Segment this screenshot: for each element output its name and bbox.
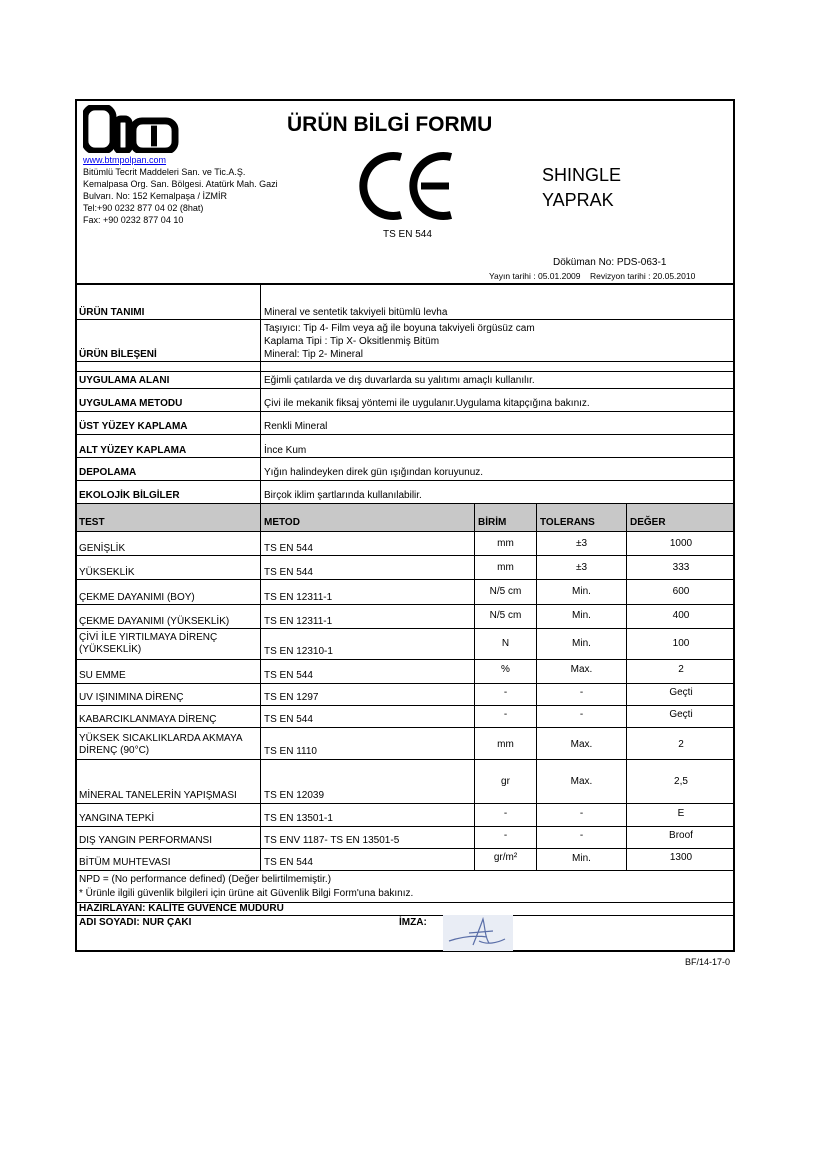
test-name: YANGINA TEPKİ	[79, 813, 155, 824]
info-label: ÜST YÜZEY KAPLAMA	[79, 421, 188, 432]
test-name: MİNERAL TANELERİN YAPIŞMASI	[79, 790, 237, 801]
ce-mark-icon	[355, 147, 455, 227]
test-name: BİTÜM MUHTEVASI	[79, 857, 171, 868]
company-line: Kemalpasa Org. San. Bölgesi. Atatürk Mah. Gazi	[83, 179, 278, 189]
col-divider	[260, 504, 261, 870]
test-tolerance: Min.	[572, 638, 591, 649]
test-unit: N/5 cm	[489, 610, 522, 621]
test-unit: mm	[497, 739, 514, 750]
column-header: TEST	[79, 517, 105, 528]
product-line: YAPRAK	[542, 190, 614, 210]
column-header: TOLERANS	[540, 517, 595, 528]
test-tolerance: Max.	[570, 776, 593, 787]
ce-mark	[355, 147, 455, 227]
test-tolerance: ±3	[575, 538, 588, 549]
document-number: Döküman No: PDS-063-1	[553, 257, 667, 268]
row-line	[77, 388, 733, 389]
test-value: 1000	[669, 538, 693, 549]
test-name: SU EMME	[79, 670, 126, 681]
test-name: GENİŞLİK	[79, 543, 126, 554]
test-value: Geçti	[669, 687, 693, 698]
document-frame	[75, 99, 735, 952]
test-value: E	[677, 808, 685, 819]
row-line	[77, 628, 733, 629]
info-label: ALT YÜZEY KAPLAMA	[79, 445, 187, 456]
test-name: UV IŞINIMINA DİRENÇ	[79, 692, 184, 703]
test-method: TS EN 12310-1	[264, 646, 333, 657]
test-unit: N/5 cm	[489, 586, 522, 597]
prepared-by: HAZIRLAYAN: KALİTE GÜVENCE MÜDÜRÜ	[79, 903, 284, 914]
row-line	[77, 411, 733, 412]
test-method: TS EN 544	[264, 567, 313, 578]
info-value-line: Taşıyıcı: Tip 4- Film veya ağ ile boyuna takviyeli örgüsüz cam	[264, 323, 535, 334]
test-tolerance: Max.	[570, 664, 593, 675]
test-method: TS EN 544	[264, 857, 313, 868]
test-name: ÇEKME DAYANIMI (BOY)	[79, 592, 195, 603]
company-line: Bitümlü Tecrit Maddeleri San. ve Tic.A.Ş.	[83, 167, 246, 177]
info-value: Renkli Mineral	[264, 421, 328, 432]
info-label: UYGULAMA METODU	[79, 398, 183, 409]
test-method: TS EN 13501-1	[264, 813, 333, 824]
test-unit: gr	[501, 776, 510, 787]
signature-label: İMZA:	[399, 917, 427, 928]
test-name: ÇEKME DAYANIMI (YÜKSEKLİK)	[79, 616, 230, 627]
standard-label: TS EN 544	[383, 229, 432, 240]
info-label: ÜRÜN BİLEŞENİ	[79, 349, 157, 360]
info-value: İnce Kum	[264, 445, 307, 456]
test-value: 2	[678, 664, 684, 675]
row-line	[77, 848, 733, 849]
test-unit: -	[503, 687, 508, 698]
test-method: TS EN 12311-1	[264, 592, 333, 603]
company-info	[83, 154, 333, 226]
row-line	[77, 659, 733, 660]
info-value: Yığın halindeyken direk gün ışığından koruyunuz.	[264, 467, 484, 478]
notes	[79, 873, 413, 901]
row-line	[77, 555, 733, 556]
info-label: UYGULAMA ALANI	[79, 375, 170, 386]
signature-icon	[443, 915, 513, 951]
test-unit: mm	[497, 538, 514, 549]
test-unit: -	[503, 808, 508, 819]
test-name	[79, 632, 217, 656]
test-value: Broof	[669, 830, 693, 841]
test-tolerance: -	[579, 709, 584, 720]
row-line	[77, 371, 733, 372]
test-value: Geçti	[669, 709, 693, 720]
company-line: Tel:+90 0232 877 04 02 (8hat)	[83, 203, 204, 213]
form-code: BF/14-17-0	[685, 957, 731, 967]
info-value	[264, 322, 535, 361]
test-method: TS EN 12039	[264, 790, 325, 801]
info-label: ÜRÜN TANIMI	[79, 307, 145, 318]
company-line: Fax: +90 0232 877 04 10	[83, 215, 184, 225]
test-unit: gr/m²	[493, 852, 518, 863]
test-unit: -	[503, 830, 508, 841]
note-line: * Ürünle ilgili güvenlik bilgileri için ürüne ait Güvenlik Bilgi Form'una bakınız.	[79, 888, 414, 899]
row-line	[77, 319, 733, 320]
product-line: SHINGLE	[542, 165, 622, 185]
row-line	[77, 759, 733, 760]
test-method: TS EN 1297	[264, 692, 319, 703]
note-line: NPD = (No performance defined) (Değer belirtilmemiştir.)	[79, 874, 332, 885]
test-value: 400	[672, 610, 690, 621]
signature	[443, 915, 513, 951]
test-tolerance: Min.	[572, 586, 591, 597]
test-name: DIŞ YANGIN PERFORMANSI	[79, 835, 212, 846]
btm-logo-icon	[83, 105, 179, 153]
info-label: EKOLOJİK BİLGİLER	[79, 490, 180, 501]
test-value: 2,5	[674, 776, 688, 787]
test-name: KABARCIKLANMAYA DİRENÇ	[79, 714, 217, 725]
info-value: Mineral ve sentetik takviyeli bitümlü levha	[264, 307, 448, 318]
row-line	[77, 803, 733, 804]
company-logo	[83, 105, 179, 153]
test-unit: N	[501, 638, 510, 649]
test-name-line: YÜKSEK SICAKLIKLARDA AKMAYA	[79, 733, 243, 744]
info-label: DEPOLAMA	[79, 467, 137, 478]
test-tolerance: ±3	[575, 562, 588, 573]
test-tolerance: Max.	[570, 739, 593, 750]
test-unit: %	[501, 664, 510, 675]
test-method: TS EN 544	[264, 714, 313, 725]
test-value: 100	[672, 638, 690, 649]
header-divider	[77, 283, 733, 285]
row-line	[77, 705, 733, 706]
product-name	[542, 163, 621, 213]
info-value: Çivi ile mekanik fiksaj yöntemi ile uygulanır.Uygulama kitapçığına bakınız.	[264, 398, 590, 409]
column-header: DEĞER	[630, 517, 666, 528]
row-line	[77, 826, 733, 827]
test-value: 600	[672, 586, 690, 597]
test-tolerance: -	[579, 808, 584, 819]
row-line	[77, 480, 733, 481]
row-line	[77, 915, 733, 916]
test-name	[79, 733, 243, 757]
page-title: ÜRÜN BİLGİ FORMU	[287, 113, 493, 136]
row-line	[77, 604, 733, 605]
column-header: METOD	[264, 517, 300, 528]
info-value-line: Mineral: Tip 2- Mineral	[264, 349, 363, 360]
test-name-line: DİRENÇ (90°C)	[79, 745, 150, 756]
test-method: TS EN 1110	[264, 746, 317, 757]
name-label: ADI SOYADI: NUR ÇAKI	[79, 917, 192, 928]
test-tolerance: -	[579, 687, 584, 698]
company-line: Bulvarı. No: 152 Kemalpaşa / İZMİR	[83, 191, 228, 201]
row-line	[77, 870, 733, 871]
test-tolerance: Min.	[572, 610, 591, 621]
test-name-line: (YÜKSEKLİK)	[79, 644, 142, 655]
test-method: TS EN 544	[264, 543, 313, 554]
test-value: 1300	[669, 852, 693, 863]
test-method: TS EN 544	[264, 670, 313, 681]
test-name-line: ÇİVİ İLE YIRTILMAYA DİRENÇ	[79, 632, 218, 643]
test-method: TS EN 12311-1	[264, 616, 333, 627]
test-value: 333	[672, 562, 690, 573]
info-value: Birçok iklim şartlarında kullanılabilir.	[264, 490, 422, 501]
document-dates: Yayın tarihi : 05.01.2009 Revizyon tarihi : 20.05.2010	[489, 271, 696, 281]
test-name: YÜKSEKLİK	[79, 567, 135, 578]
row-line	[77, 434, 733, 435]
website-link[interactable]: www.btmpolpan.com	[83, 155, 167, 165]
test-unit: mm	[497, 562, 514, 573]
info-value: Eğimli çatılarda ve dış duvarlarda su yalıtımı amaçlı kullanılır.	[264, 375, 535, 386]
test-unit: -	[503, 709, 508, 720]
test-method: TS ENV 1187- TS EN 13501-5	[264, 835, 400, 846]
info-value-line: Kaplama Tipi : Tip X- Oksitlenmiş Bitüm	[264, 336, 440, 347]
test-tolerance: -	[579, 830, 584, 841]
row-line	[77, 683, 733, 684]
test-value: 2	[678, 739, 684, 750]
row-line	[77, 457, 733, 458]
test-tolerance: Min.	[572, 853, 591, 864]
row-line	[77, 361, 733, 362]
row-line	[77, 579, 733, 580]
column-header: BİRİM	[478, 517, 507, 528]
row-line	[77, 727, 733, 728]
